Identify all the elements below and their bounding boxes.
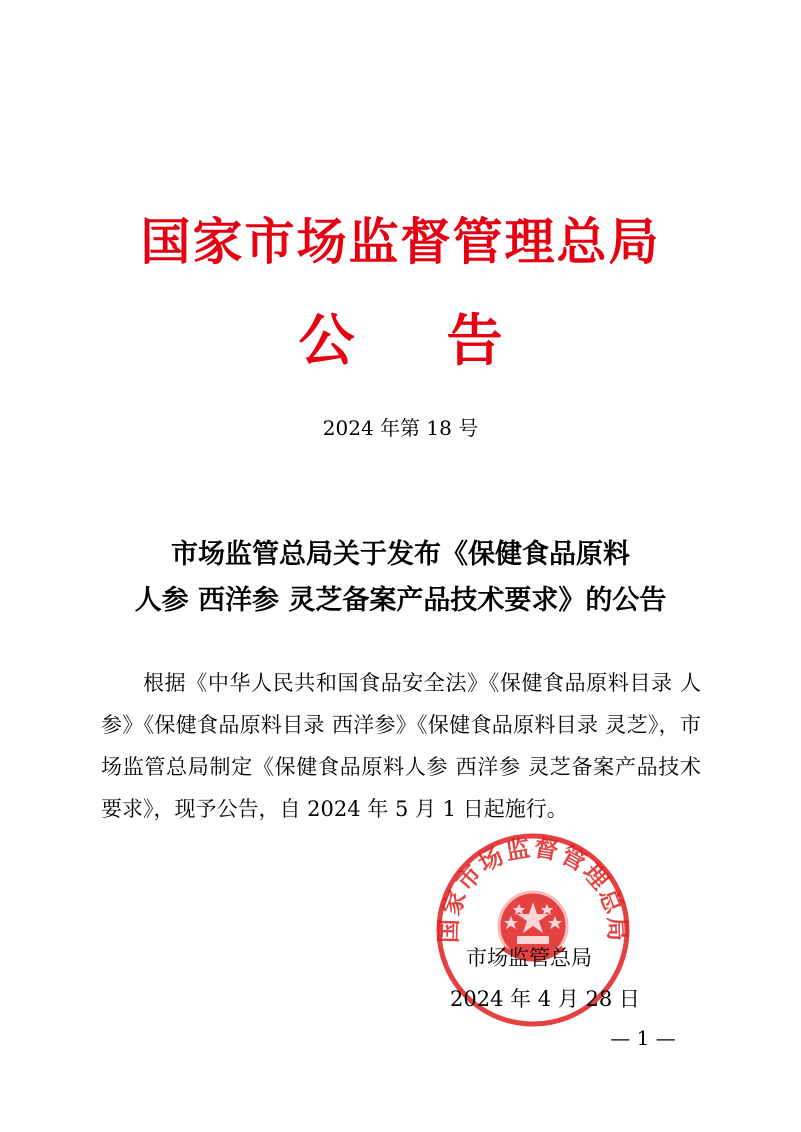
body-paragraph: 根据《中华人民共和国食品安全法》《保健食品原料目录 人参》《保健食品原料目录 西洋参》《保健食品原料目录 灵芝》，市场监管总局制定《保健食品原料人参 西洋参 灵芝备案产品技术要求》，现予公告，自 2024 年 5 月 1 日起施行。 [101, 671, 701, 821]
agency-title: 国家市场监督管理总局 [140, 212, 661, 271]
document-number: 2024 年第 18 号 [322, 416, 479, 440]
notice-char-2: 告 [446, 308, 503, 374]
body-text [101, 662, 701, 830]
headline-line-1: 市场监管总局关于发布《保健食品原料 [171, 539, 630, 570]
signer-name: 市场监管总局 [466, 946, 592, 970]
notice-char-1: 公 [298, 308, 355, 374]
notice-headline [0, 532, 801, 624]
notice-title [0, 306, 801, 376]
headline-line-2: 人参 西洋参 灵芝备案产品技术要求》的公告 [134, 585, 667, 616]
signature-date: 2024 年 4 月 28 日 [450, 987, 640, 1011]
seal-text: 国家市场监督管理总局 [433, 832, 633, 944]
page-number: — 1 — [610, 1026, 676, 1050]
